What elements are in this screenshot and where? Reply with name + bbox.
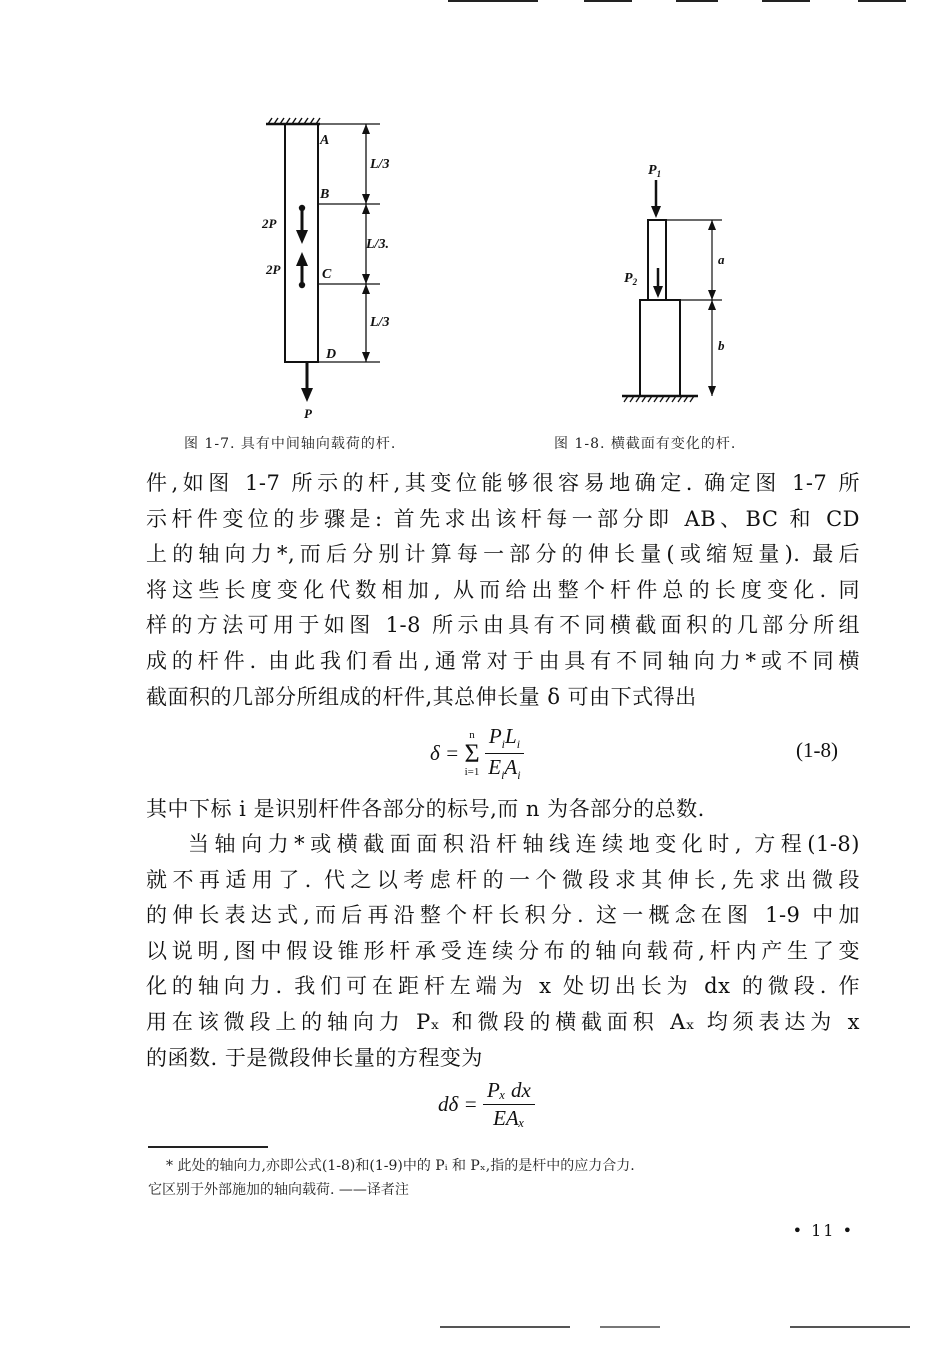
page-number: • 11 • [792, 1221, 854, 1240]
text-line: 就不再适用了. 代之以考虑杆的一个微段求其伸长,先求出微段 [146, 867, 860, 892]
label-D: D [326, 347, 337, 362]
text-line: 示杆件变位的步骤是: 首先求出该杆每一部分即 AB、BC 和 CD [146, 506, 860, 531]
eq-lhs: dδ = [438, 1092, 478, 1116]
scan-mark [762, 0, 810, 2]
scan-mark [448, 0, 538, 2]
scan-mark [858, 0, 906, 2]
equation-1-8 [430, 724, 524, 783]
label-2p-lower: 2P [266, 262, 281, 277]
footnote-line: * 此处的轴向力,亦即公式(1-8)和(1-9)中的 Pᵢ 和 Pₓ,指的是杆中的应力合力. [166, 1158, 635, 1174]
scan-mark [790, 1326, 910, 1328]
figure-1-8 [610, 150, 750, 415]
eq-fraction: $\frac{\text{Pₓ dx}}{\text{EAₓ}}$ [483, 1078, 535, 1131]
label-2p-upper: 2P [262, 216, 277, 231]
scan-mark [600, 1326, 660, 1328]
equation-number: (1-8) [796, 738, 838, 762]
summation: n Σ i=1 [464, 728, 480, 778]
label-dim-1: L/3 [370, 157, 390, 172]
footnote-rule [148, 1146, 268, 1148]
text-line: 上的轴向力*,而后分别计算每一部分的伸长量(或缩短量). 最后 [146, 542, 860, 567]
caption-fig-1-7: 图 1-7. 具有中间轴向载荷的杆. [184, 436, 397, 452]
figure-1-7 [250, 110, 430, 425]
text-line: 成的杆件. 由此我们看出,通常对于由具有不同轴向力*或不同横 [146, 648, 860, 673]
text-line: 用在该微段上的轴向力 Pₓ 和微段的横截面积 Aₓ 均须表达为 x [146, 1009, 860, 1034]
footnote [148, 1154, 862, 1202]
text-line: 截面积的几部分所组成的杆件,其总伸长量 δ 可由下式得出 [146, 684, 697, 709]
label-p2: $P_2$ [624, 271, 638, 287]
label-p-end: P [304, 406, 312, 421]
label-p1: $P_1$ [648, 163, 662, 179]
scan-mark [440, 1326, 570, 1328]
text-line: 当轴向力*或横截面面积沿杆轴线连续地变化时, 方程(1-8) [188, 832, 860, 856]
equation-differential [438, 1078, 535, 1131]
paragraph-3 [146, 827, 860, 1076]
text-line: 其中下标 i 是识别杆件各部分的标号,而 n 为各部分的总数. [146, 797, 705, 821]
scan-mark [584, 0, 632, 2]
paragraph-1 [146, 466, 860, 715]
text-line: 的函数. 于是微段伸长量的方程变为 [146, 1045, 483, 1070]
label-C: C [322, 267, 332, 282]
text-line: 的伸长表达式,而后再沿整个杆长积分. 这一概念在图 1-9 中加 [146, 903, 860, 928]
text-line: 以说明,图中假设锥形杆承受连续分布的轴向载荷,杆内产生了变 [146, 938, 860, 963]
label-dim-2: L/3. [366, 237, 389, 252]
eq-fraction: $\frac{P_iL_i}{E_iA_i}$ [485, 724, 524, 783]
text-line: 件,如图 1-7 所示的杆,其变位能够很容易地确定. 确定图 1-7 所 [146, 471, 860, 495]
paragraph-2 [146, 792, 860, 828]
scan-mark [676, 0, 718, 2]
label-B: B [320, 187, 330, 202]
text-line: 将这些长度变化代数相加, 从而给出整个杆件总的长度变化. 同 [146, 577, 860, 602]
footnote-line: 它区别于外部施加的轴向载荷. ——译者注 [148, 1182, 409, 1198]
label-a: a [718, 252, 725, 267]
label-b: b [718, 338, 725, 353]
label-A: A [320, 133, 330, 148]
text-line: 样的方法可用于如图 1-8 所示由具有不同横截面积的几部分所组 [146, 613, 860, 638]
eq-lhs: δ = [430, 741, 460, 766]
text-line: 化的轴向力. 我们可在距杆左端为 x 处切出长为 dx 的微段. 作 [146, 974, 860, 999]
label-dim-3: L/3 [370, 315, 390, 330]
caption-fig-1-8: 图 1-8. 横截面有变化的杆. [554, 436, 737, 452]
